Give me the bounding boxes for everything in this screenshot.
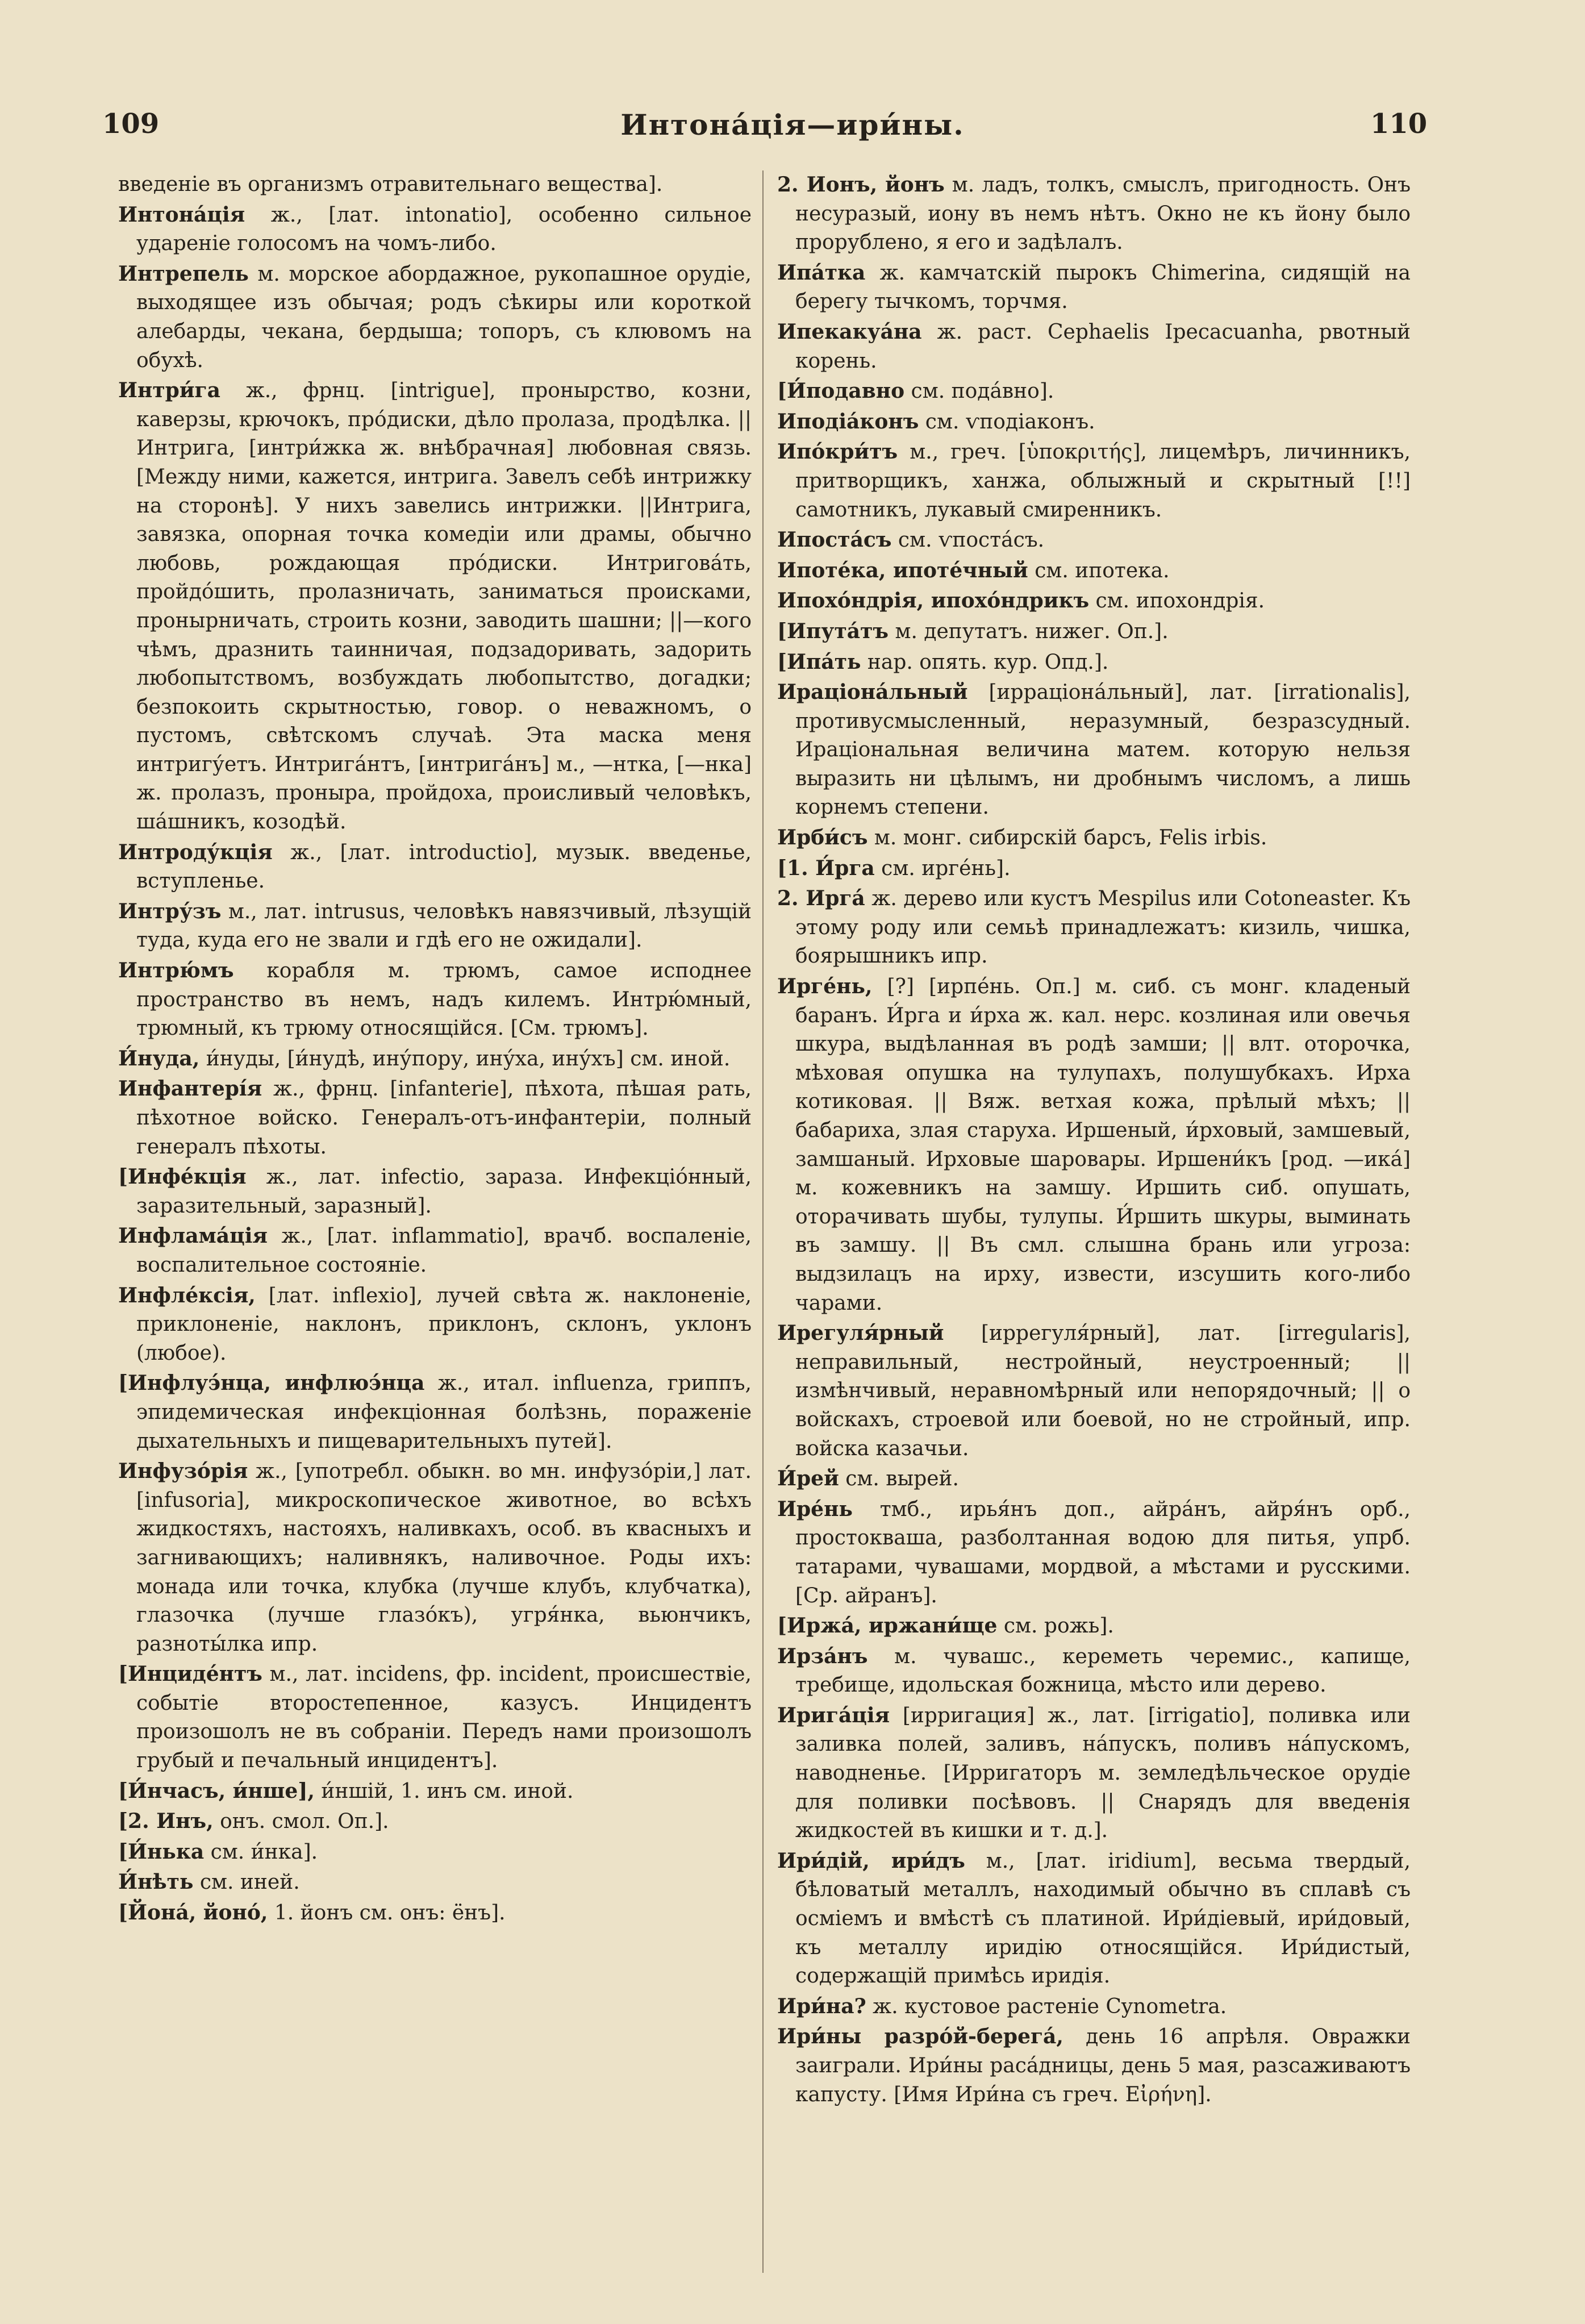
definition: ж. раст. Cephaelis Ipecacuanha, рвотный корень.: [795, 320, 1411, 373]
dictionary-entry: [118, 1838, 752, 1867]
dictionary-entry: [118, 1660, 752, 1775]
dictionary-entry: [777, 2022, 1411, 2109]
definition: ж. камчатскій пырокъ Chimerina, сидящій на берегу тычкомъ, торчмя.: [795, 261, 1411, 314]
definition: м., лат. intrusus, человѣкъ навязчивый, лѣзущій туда, куда его не звали и гдѣ его не ожидали].: [136, 899, 752, 952]
headword: Ири́ны разро́й-берега́,: [777, 2025, 1063, 2049]
definition: м. чувашс., кереметь черемис., капище, требище, идольская божница, мѣсто или дерево.: [795, 1644, 1411, 1697]
headword: [Инфлуэ́нца, инфлюэ́нца: [118, 1371, 425, 1396]
definition: см. вырей.: [839, 1467, 959, 1491]
headword: 2. Ионъ, йонъ: [777, 173, 945, 197]
dictionary-entry: [118, 897, 752, 955]
definition: ж. кустовое растеніе Cynometra.: [866, 1994, 1227, 2018]
dictionary-entry: [118, 1807, 752, 1836]
definition: ж., фрнц. [intrigue], пронырство, козни, каверзы, крючокъ, про́диски, дѣло пролаза, продѣлка. || Интрига, [интри́жка ж. внѣбрачная] любовная связь. [Между ними, кажется, интрига. Завелъ себѣ интрижку на сторонѣ]. У нихъ завелись интрижки. ||Интрига, завязка, опорная точка комедіи или драмы, обычно любовь, рождающая про́диски. Интригова́ть, пройдо́шить, пролазничать, заниматься происками, пронырничать, строить козни, заводить шашни; ||—кого чѣмъ, дразнить таинничая, подзадоривать, задорить любопытствомъ, возбуждать любопытство, догадки; безпокоить скрытностью, говор. о неважномъ, о пустомъ, свѣтскомъ случаѣ. Эта маска меня интригу́етъ. Интрига́нтъ, [интрига́нъ] м., —нтка, [—нка] ж. пролазъ, пронырa, пройдоха, происливый человѣкъ, ша́шникъ, козодѣй.: [136, 379, 752, 834]
definition: ж., фрнц. [infanterie], пѣхота, пѣшая рать, пѣхотное войско. Генералъ-отъ-инфантеріи, полный генералъ пѣхоты.: [136, 1077, 752, 1159]
headword: Ипо́кри́тъ: [777, 440, 898, 464]
dictionary-entry: [777, 1464, 1411, 1494]
headword: Ипекакуа́на: [777, 319, 922, 344]
definition: см. ѵподіаконъ.: [919, 410, 1095, 434]
definition: [ирригация] ж., лат. [irrigatio], поливка или заливка полей, заливъ, на́пускъ, поливъ на́пускомъ, наводненье. [Ирригаторъ м. земледѣльческое орудіе для поливки посѣвовъ. || Снарядъ для введенія жидкостей въ кишки и т. д.].: [795, 1704, 1411, 1843]
headword: Ирза́нъ: [777, 1644, 868, 1668]
dictionary-entry: [777, 318, 1411, 376]
headword: [1. И́рга: [777, 856, 875, 880]
dictionary-entry: [777, 438, 1411, 524]
definition: см. ипотека.: [1028, 559, 1170, 582]
dictionary-entry: [777, 556, 1411, 586]
definition: день 16 апрѣля. Овражки заиграли. Ири́ны раса́дницы, день 5 мая, разсаживаютъ капусту. [Имя Ири́на съ греч. Εἰρήνη].: [795, 2025, 1411, 2106]
dictionary-entry: [777, 823, 1411, 853]
dictionary-entry: [118, 1457, 752, 1659]
headword: [И́нчасъ, и́нше],: [118, 1779, 315, 1803]
definition: см. ѵпоста́съ.: [891, 528, 1045, 552]
dictionary-entry: [777, 884, 1411, 971]
dictionary-entry: [118, 1898, 752, 1928]
dictionary-entry: [118, 1777, 752, 1806]
definition: онъ. смол. Оп.].: [213, 1810, 389, 1834]
dictionary-entry: [777, 648, 1411, 677]
definition: введеніе въ организмъ отравительнаго вещества].: [118, 173, 663, 196]
dictionary-entry: [777, 1642, 1411, 1700]
headword: Интрепель: [118, 261, 249, 286]
definition: м. депутатъ. нижег. Оп.].: [889, 619, 1169, 643]
headword: [Инциде́нтъ: [118, 1662, 262, 1686]
dictionary-entry: [118, 376, 752, 837]
dictionary-entry: [777, 972, 1411, 1318]
dictionary-entry: [118, 1222, 752, 1280]
headword: Ири́на?: [777, 1994, 866, 2018]
headword: И́нуда,: [118, 1046, 200, 1071]
definition: и́ншій, 1. инъ см. иной.: [314, 1779, 574, 1803]
headword: И́нѣть: [118, 1870, 194, 1894]
definition: см. рожь].: [997, 1614, 1114, 1638]
headword: Ираціона́льный: [777, 680, 968, 705]
dictionary-entry: [777, 1319, 1411, 1463]
dictionary-entry: [777, 259, 1411, 316]
dictionary-entry: [777, 526, 1411, 555]
headword: Ипоста́съ: [777, 528, 892, 552]
dictionary-entry: [118, 1281, 752, 1368]
definition: и́нуды, [и́нудѣ, ину́пору, ину́ха, ину́хъ] см. иной.: [199, 1047, 731, 1071]
definition: м., [лат. iridium], весьма твердый, бѣловатый металлъ, находимый обычно въ сплавѣ съ осміемъ и вмѣстѣ съ платиной. Ири́діевый, ири́довый, къ металлу иридію относящійся. Ири́дистый, содержащій примѣсь иридія.: [795, 1849, 1411, 1988]
headword: Инфантері́я: [118, 1077, 262, 1101]
headword: Ипохо́ндрія, ипохо́ндрикъ: [777, 589, 1090, 613]
definition: нар. опять. кур. Опд.].: [861, 650, 1109, 674]
definition: [?] [ирпе́нь. Оп.] м. сиб. съ монг. кладеный баранъ. И́рга и и́рха ж. кал. нерс. козлиная или овечья шкура, выдѣланная въ родѣ замши; || влт. оторочка, мѣховая опушка на тулупахъ, полушубкахъ. Ирха котиковая. || Вяж. ветхая кожа, прѣлый мѣхъ; || бабариха, злая старуха. Иршеный, и́рховый, замшевый, замшаный. Ирховые шаровары. Иршени́къ [род. —ика́] м. кожевникъ на замшу. Иршить сиб. опушать, оторачивать шубы, тулупы. И́ршить шкуры, выминать въ замшу. || Въ смл. слышна брань или угроза: выдзилацъ на ирху, извести, изсушить кого-либо чарами.: [795, 975, 1411, 1315]
dictionary-entry: [777, 1847, 1411, 1991]
headword: Инфлама́ція: [118, 1224, 268, 1248]
dictionary-entry: [118, 956, 752, 1043]
definition: корабля м. трюмъ, самое исподнее пространство въ немъ, надъ килемъ. Интрю́мный, трюмный, къ трюму относящійся. [См. трюмъ].: [136, 959, 752, 1040]
definition: м. ладъ, толкъ, смыслъ, пригодность. Онъ несуразый, иону въ немъ нѣтъ. Окно не къ йону было прорублено, я его и задѣлалъ.: [795, 173, 1411, 255]
definition: см. иней.: [193, 1871, 300, 1894]
definition: м. монг. сибирскій барсъ, Felis irbis.: [867, 826, 1267, 850]
right-column: [777, 170, 1411, 2110]
dictionary-entry: [118, 1868, 752, 1897]
headword: [Иржа́, иржани́ще: [777, 1614, 998, 1638]
definition: см. ипохондрія.: [1089, 589, 1265, 613]
headword: Ирига́ція: [777, 1703, 890, 1727]
right-page-number: 110: [1370, 108, 1428, 140]
headword: Интрю́мъ: [118, 959, 234, 983]
headword: Интру́зъ: [118, 899, 222, 923]
definition: ж., [лат. introductio], музык. введенье, вступленье.: [136, 840, 752, 893]
headword: [Ипута́тъ: [777, 619, 889, 643]
headword: [И́подавно: [777, 379, 905, 403]
dictionary-entry: [118, 1074, 752, 1161]
dictionary-entry: [118, 201, 752, 259]
definition: тмб., ирья́нъ доп., айра́нъ, айря́нъ орб., простокваша, разболтанная водою для питья, упрб. татарами, чувашами, мордвой, а мѣстами и русскими. [Ср. айранъ].: [795, 1497, 1411, 1607]
definition: ж., итал. influenza, гриппъ, эпидемическая инфекціонная болѣзнь, пораженіе дыхательныхъ и пищеварительныхъ путей].: [136, 1372, 752, 1453]
definition: м., греч. [ὑποκριτής], лицемѣръ, личинникъ, притворщикъ, ханжа, облыжный и скрытный [!!] самотникъ, лукавый смиренникъ.: [795, 440, 1411, 522]
definition: ж., лат. infectio, зараза. Инфекціо́нный, заразительный, заразный].: [136, 1165, 752, 1218]
dictionary-entry: [777, 170, 1411, 257]
dictionary-entry: [118, 170, 752, 199]
definition: см. пода́вно].: [904, 380, 1054, 403]
definition: см. и́нка].: [204, 1840, 318, 1864]
dictionary-entry: [777, 1495, 1411, 1610]
definition: 1. йонъ см. онъ: ёнъ].: [268, 1901, 506, 1925]
dictionary-entry: [777, 617, 1411, 647]
dictionary-entry: [118, 1163, 752, 1221]
running-title: Интона́ція—ири́ны.: [620, 108, 965, 141]
definition: ж., [лат. inflammatio], врачб. воспаленіе, воспалительное состояніе.: [136, 1225, 752, 1277]
definition: см. ирге́нь].: [874, 856, 1011, 880]
headword: [2. Инъ,: [118, 1809, 214, 1834]
headword: Ирге́нь,: [777, 974, 873, 999]
dictionary-entry: [777, 586, 1411, 616]
dictionary-entry: [777, 377, 1411, 406]
dictionary-entry: [777, 1701, 1411, 1846]
left-column: [118, 170, 752, 1929]
definition: ж., [употребл. обыкн. во мн. инфузо́ріи,] лат. [infusoria], микроскопическое животное, во всѣхъ жидкостяхъ, настояхъ, наливкахъ, особ. въ квасныхъ и загнивающихъ; наливнякъ, наливочное. Роды ихъ: монада или точка, клубка (лучше клубъ, клубчатка), глазочка (лучше глазо́къ), угря́нка, вьюнчикъ, разноты́лка ипр.: [136, 1460, 752, 1656]
left-page-number: 109: [102, 108, 160, 140]
headword: Инфузо́рія: [118, 1459, 248, 1484]
headword: И́рей: [777, 1467, 839, 1491]
headword: 2. Ирга́: [777, 886, 865, 911]
column-divider: [762, 170, 764, 2273]
headword: Инфле́ксія,: [118, 1283, 256, 1307]
dictionary-entry: [777, 1992, 1411, 2022]
headword: [Ипа́ть: [777, 649, 861, 674]
headword: Интри́га: [118, 378, 220, 403]
headword: Ирегуля́рный: [777, 1321, 944, 1346]
headword: [И́нька: [118, 1839, 205, 1864]
definition: [лат. inflexio], лучей свѣта ж. наклоненіе, приклоненіе, наклонъ, приклонъ, склонъ, уклонъ (любое).: [136, 1284, 752, 1365]
headword: Ипоте́ка, ипоте́чный: [777, 558, 1028, 582]
dictionary-entry: [118, 838, 752, 896]
definition: ж. дерево или кустъ Mespilus или Cotoneaster. Къ этому роду или семьѣ принадлежатъ: кизиль, чишка, боярышникъ ипр.: [795, 887, 1411, 968]
dictionary-entry: [118, 260, 752, 375]
definition: ж., [лат. intonatio], особенно сильное удареніе голосомъ на чомъ-либо.: [136, 203, 752, 256]
dictionary-entry: [118, 1044, 752, 1074]
headword: Иподіа́конъ: [777, 409, 919, 434]
dictionary-entry: [118, 1369, 752, 1456]
dictionary-entry: [777, 1611, 1411, 1641]
headword: Ире́нь: [777, 1497, 853, 1521]
definition: м. морское абордажное, рукопашное орудіе, выходящее изъ обычая; родъ сѣкиры или короткой алебарды, чекана, бердыша; топоръ, съ клювомъ на обухѣ.: [136, 262, 752, 372]
definition: м., лат. incidens, фр. incident, происшествіе, событіе второстепенное, казусъ. Инцидентъ произошолъ не въ собраніи. Передъ нами произошолъ грубый и печальный инцидентъ].: [136, 1663, 752, 1773]
headword: Ири́дій, ири́дъ: [777, 1848, 965, 1873]
headword: Интона́ція: [118, 202, 245, 227]
dictionary-entry: [777, 407, 1411, 437]
headword: Интроду́кція: [118, 840, 273, 864]
headword: [Инфе́кція: [118, 1165, 247, 1189]
headword: Ипа́тка: [777, 260, 866, 285]
headword: Ирби́съ: [777, 826, 868, 850]
dictionary-entry: [777, 854, 1411, 884]
dictionary-entry: [777, 678, 1411, 822]
definition: [ирраціона́льный], лат. [irrationalis], противусмысленный, неразумный, безразсудный. Ираціональная величина матем. которую нельзя выразить ни цѣлымъ, ни дробнымъ числомъ, а лишь корнемъ степени.: [795, 681, 1411, 819]
definition: [иррегуля́рный], лат. [irregularis], неправильный, нестройный, неустроенный; || измѣнчивый, неравномѣрный или непорядочный; || о войскахъ, строевой или боевой, но не стройный, ипр. войска казачьи.: [795, 1322, 1411, 1460]
headword: [Йона́, йоно́,: [118, 1901, 268, 1925]
